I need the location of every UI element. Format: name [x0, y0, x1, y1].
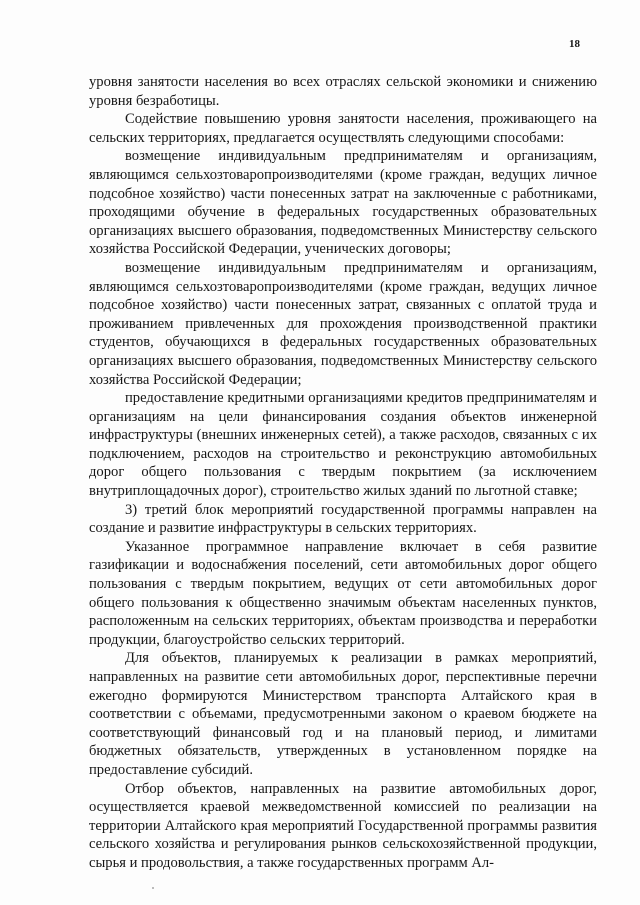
- scan-artifact: [152, 887, 154, 889]
- paragraph: Содействие повышению уровня занятости населения, проживающего на сельских территориях, предлагается осуществлять следующими способами:: [89, 111, 597, 146]
- paragraph: возмещение индивидуальным предпринимателям и организациям, являющимся сельхозтоваропроизводителями (кроме граждан, ведущих личное подсобное хозяйство) части понесенных затрат на заключенные с работниками, проходящими обучение в федеральных государственных образовательных организациях высшего образования, подведомственных Министерству сельского хозяйства Российской Федерации, ученических договоры;: [89, 148, 597, 258]
- document-body: [89, 73, 597, 873]
- paragraph-continuation: уровня занятости населения во всех отраслях сельской экономики и снижению уровня безработицы.: [89, 74, 597, 109]
- paragraph: возмещение индивидуальным предпринимателям и организациям, являющимся сельхозтоваропроизводителями (кроме граждан, ведущих личное подсобное хозяйство) части понесенных затрат, связанных с оплатой труда и проживанием привлеченных для прохождения производственной практики студентов, обучающихся в федеральных государственных образовательных организациях высшего образования, подведомственных Министерству сельского хозяйства Российской Федерации;: [89, 259, 597, 388]
- paragraph: Указанное программное направление включает в себя развитие газификации и водоснабжения поселений, сети автомобильных дорог общего пользования с твердым покрытием, ведущих от сети автомобильных дорог общего пользования к общественно значимым объектам населенных пунктов, расположенным на сельских территориях, объектам производства и переработки продукции, благоустройство сельских территорий.: [89, 538, 597, 648]
- page-number: 18: [569, 38, 580, 50]
- paragraph: Для объектов, планируемых к реализации в рамках мероприятий, направленных на развитие сети автомобильных дорог, перспективные перечни ежегодно формируются Министерством транспорта Алтайского края в соответствии с объемами, предусмотренными законом о краевом бюджете на соответствующий финансовый год и на плановый период, и лимитами бюджетных обязательств, утвержденных в установленном порядке на предоставление субсидий.: [89, 650, 597, 778]
- paragraph: Отбор объектов, направленных на развитие автомобильных дорог, осуществляется краевой межведомственной комиссией по реализации на территории Алтайского края мероприятий Государственной программы развития сельского хозяйства и регулирования рынков сельскохозяйственной продукции, сырья и продовольствия, а также государственных программ Ал-: [89, 780, 597, 871]
- paragraph: 3) третий блок мероприятий государственной программы направлен на создание и развитие инфраструктуры в сельских территориях.: [89, 501, 597, 537]
- paragraph: предоставление кредитными организациями кредитов предпринимателям и организациям на цели финансирования создания объектов инженерной инфраструктуры (внешних инженерных сетей), а также расходов, связанных с их подключением, расходов на строительство и реконструкцию автомобильных дорог общего пользования с твердым покрытием (за исключением внутриплощадочных дорог), строительство жилых зданий по льготной ставке;: [89, 390, 597, 500]
